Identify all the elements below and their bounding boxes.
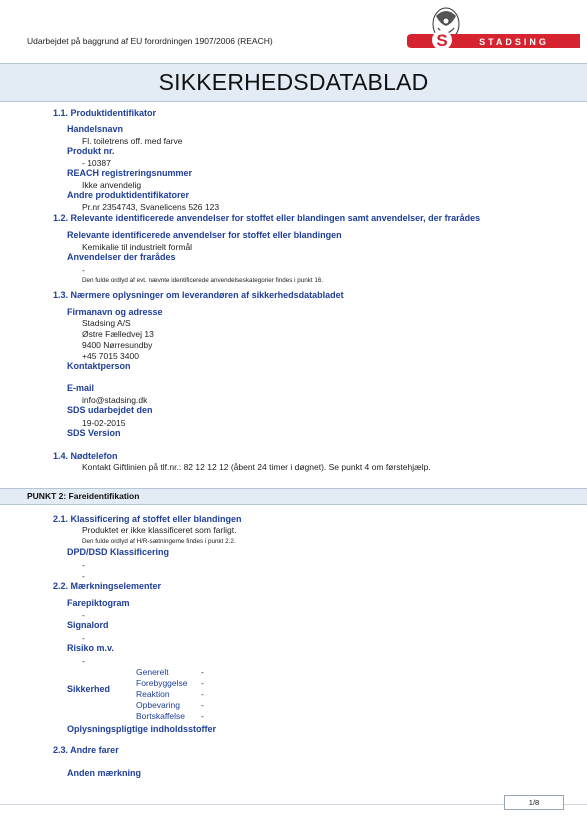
sikkerhed-row-label: Generelt	[136, 667, 169, 677]
email-label: E-mail	[67, 383, 95, 393]
andre-label: Andre produktidentifikatorer	[67, 190, 190, 200]
sikkerhed-row-label: Bortskaffelse	[136, 711, 185, 721]
relevante-value: Kemikalie til industrielt formål	[82, 242, 193, 252]
firma-line: +45 7015 3400	[82, 351, 139, 361]
fraraades-note: Den fulde ordlyd af evt. nævnte identificerede anvendelseskategorier findes i punkt 16.	[82, 277, 324, 284]
section-2-title: PUNKT 2: Fareidentifikation	[27, 491, 140, 501]
page-number: 1/8	[504, 795, 564, 810]
email-value[interactable]: info@stadsing.dk	[82, 395, 148, 405]
heading-1-4: 1.4. Nødtelefon	[53, 451, 118, 461]
signalord-label: Signalord	[67, 620, 109, 630]
document-title: SIKKERHEDSDATABLAD	[158, 69, 429, 95]
heading-1-2: 1.2. Relevante identificerede anvendelser for stoffet eller blandingen samt anvendelser, der frarådes	[53, 213, 481, 223]
dpd-label: DPD/DSD Klassificering	[67, 547, 170, 557]
anden-label: Anden mærkning	[67, 768, 142, 778]
sikkerhed-row-value: -	[201, 700, 204, 710]
farepikto-dash: -	[82, 610, 85, 620]
stadsing-logo	[402, 4, 582, 54]
heading-2-1: 2.1. Klassificering af stoffet eller blandingen	[53, 514, 242, 524]
sikkerhed-row-value: -	[201, 689, 204, 699]
fraraades-label: Anvendelser der frarådes	[67, 252, 176, 262]
heading-1-1: 1.1. Produktidentifikator	[53, 108, 157, 118]
dpd-dash: -	[82, 560, 85, 570]
sikkerhed-label: Sikkerhed	[67, 684, 111, 694]
andre-value: Pr.nr 2354743, Svanelicens 526 123	[82, 202, 220, 212]
nodtelefon-value: Kontakt Giftlinien på tlf.nr.: 82 12 12 12 (åbent 24 timer i døgnet). Se punkt 4 om førstehjælp.	[82, 462, 431, 472]
oplysning-label: Oplysningspligtige indholdsstoffer	[67, 724, 217, 734]
reach-label: REACH registreringsnummer	[67, 168, 193, 178]
sds-dato-label: SDS udarbejdet den	[67, 405, 153, 415]
heading-1-3: 1.3. Nærmere oplysninger om leverandøren af sikkerhedsdatabladet	[53, 290, 344, 300]
fraraades-dash: -	[82, 265, 85, 275]
sds-version-label: SDS Version	[67, 428, 121, 438]
sikkerhed-row-value: -	[201, 678, 204, 688]
firma-line: Østre Fælledvej 13	[82, 329, 154, 339]
sikkerhed-row-label: Forebyggelse	[136, 678, 188, 688]
produktnr-value: - 10387	[82, 158, 111, 168]
risiko-label: Risiko m.v.	[67, 643, 114, 653]
farepikto-label: Farepiktogram	[67, 598, 130, 608]
dpd-dash: -	[82, 571, 85, 581]
klass-note: Den fulde ordlyd af H/R-sætningerne findes i punkt 2.2.	[82, 538, 236, 545]
produktnr-label: Produkt nr.	[67, 146, 115, 156]
kontakt-label: Kontaktperson	[67, 361, 131, 371]
risiko-dash: -	[82, 656, 85, 666]
heading-2-3: 2.3. Andre farer	[53, 745, 119, 755]
klass-value: Produktet er ikke klassificeret som farligt.	[82, 525, 237, 535]
sds-dato-value: 19-02-2015	[82, 418, 126, 428]
sikkerhed-row-value: -	[201, 667, 204, 677]
regulation-note: Udarbejdet på baggrund af EU forordningen 1907/2006 (REACH)	[27, 36, 273, 46]
handelsnavn-label: Handelsnavn	[67, 124, 124, 134]
firma-line: 9400 Nørresundby	[82, 340, 153, 350]
relevante-label: Relevante identificerede anvendelser for stoffet eller blandingen	[67, 230, 342, 240]
sikkerhed-row-label: Opbevaring	[136, 700, 180, 710]
sikkerhed-row-value: -	[201, 711, 204, 721]
svg-text:S: S	[436, 31, 448, 50]
sikkerhed-row-label: Reaktion	[136, 689, 170, 699]
footer-divider	[0, 804, 587, 805]
logo-text: STADSING	[479, 37, 549, 47]
signalord-dash: -	[82, 633, 85, 643]
handelsnavn-value: Fl. toiletrens off. med farve	[82, 136, 183, 146]
firma-label: Firmanavn og adresse	[67, 307, 163, 317]
firma-line: Stadsing A/S	[82, 318, 131, 328]
reach-value: Ikke anvendelig	[82, 180, 142, 190]
heading-2-2: 2.2. Mærkningselementer	[53, 581, 162, 591]
